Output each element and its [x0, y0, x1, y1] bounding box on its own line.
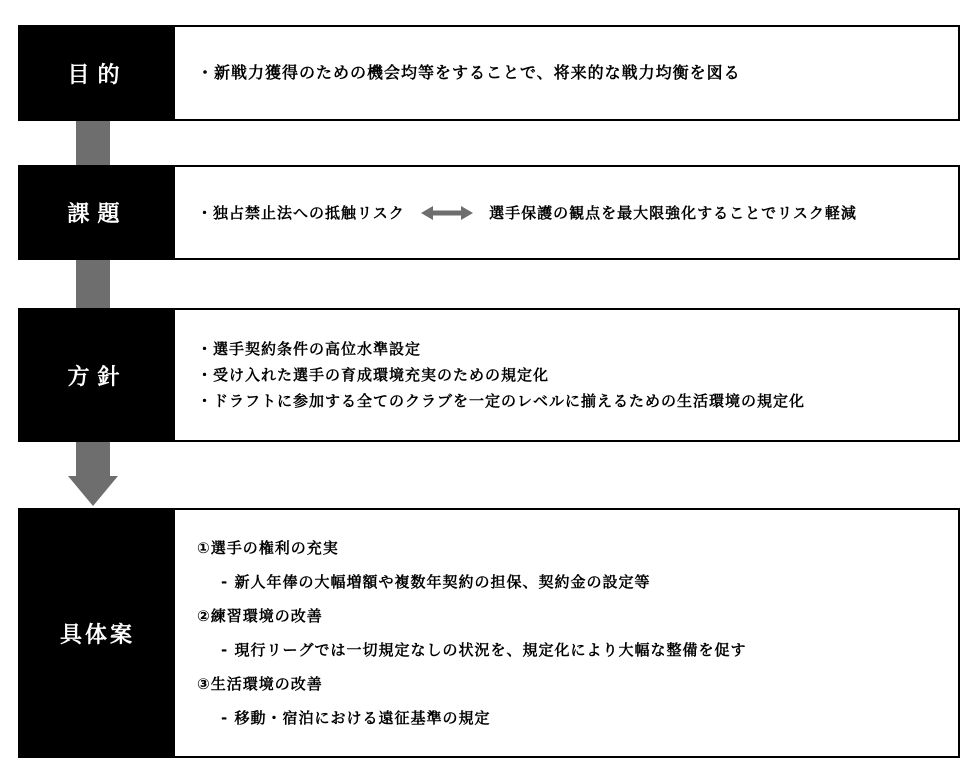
- row-purpose: [18, 25, 960, 121]
- row-label-purpose: 目的: [20, 27, 175, 119]
- proposal-detail-3: - 移動・宿泊における遠征基準の規定: [221, 709, 491, 727]
- connector-arrowhead: [68, 476, 118, 506]
- connector-2: [76, 258, 110, 310]
- connector-1: [76, 119, 110, 167]
- row-proposal: [18, 508, 960, 758]
- policy-line-2: ・受け入れた選手の育成環境充実のための規定化: [197, 366, 550, 384]
- proposal-item-1: ①選手の権利の充実: [197, 539, 339, 557]
- policy-line-3: ・ドラフトに参加する全てのクラブを一定のレベルに揃えるための生活環境の規定化: [197, 392, 806, 410]
- row-issue: [18, 165, 960, 260]
- purpose-line: ・新戦力獲得のための機会均等をすることで、将来的な戦力均衡を図る: [197, 63, 741, 82]
- row-label-proposal: 具体案: [20, 510, 175, 756]
- row-content-purpose: [175, 27, 958, 119]
- proposal-detail-2: - 現行リーグでは一切規定なしの状況を、規定化により大幅な整備を促す: [221, 641, 747, 659]
- issue-left-text: ・独占禁止法への抵触リスク: [197, 203, 405, 222]
- row-content-issue: [175, 167, 958, 258]
- double-arrow-icon: [421, 206, 473, 220]
- proposal-item-3: ③生活環境の改善: [197, 675, 323, 693]
- row-label-issue: 課題: [20, 167, 175, 258]
- row-content-proposal: [175, 510, 958, 756]
- row-content-policy: [175, 310, 958, 440]
- row-label-policy: 方針: [20, 310, 175, 440]
- issue-line: [197, 200, 958, 226]
- issue-right-text: 選手保護の観点を最大限強化することでリスク軽減: [489, 203, 857, 222]
- connector-3: [76, 440, 110, 478]
- proposal-item-2: ②練習環境の改善: [197, 607, 323, 625]
- row-policy: [18, 308, 960, 442]
- policy-line-1: ・選手契約条件の高位水準設定: [197, 340, 422, 358]
- proposal-detail-1: - 新人年俸の大幅増額や複数年契約の担保、契約金の設定等: [221, 573, 651, 591]
